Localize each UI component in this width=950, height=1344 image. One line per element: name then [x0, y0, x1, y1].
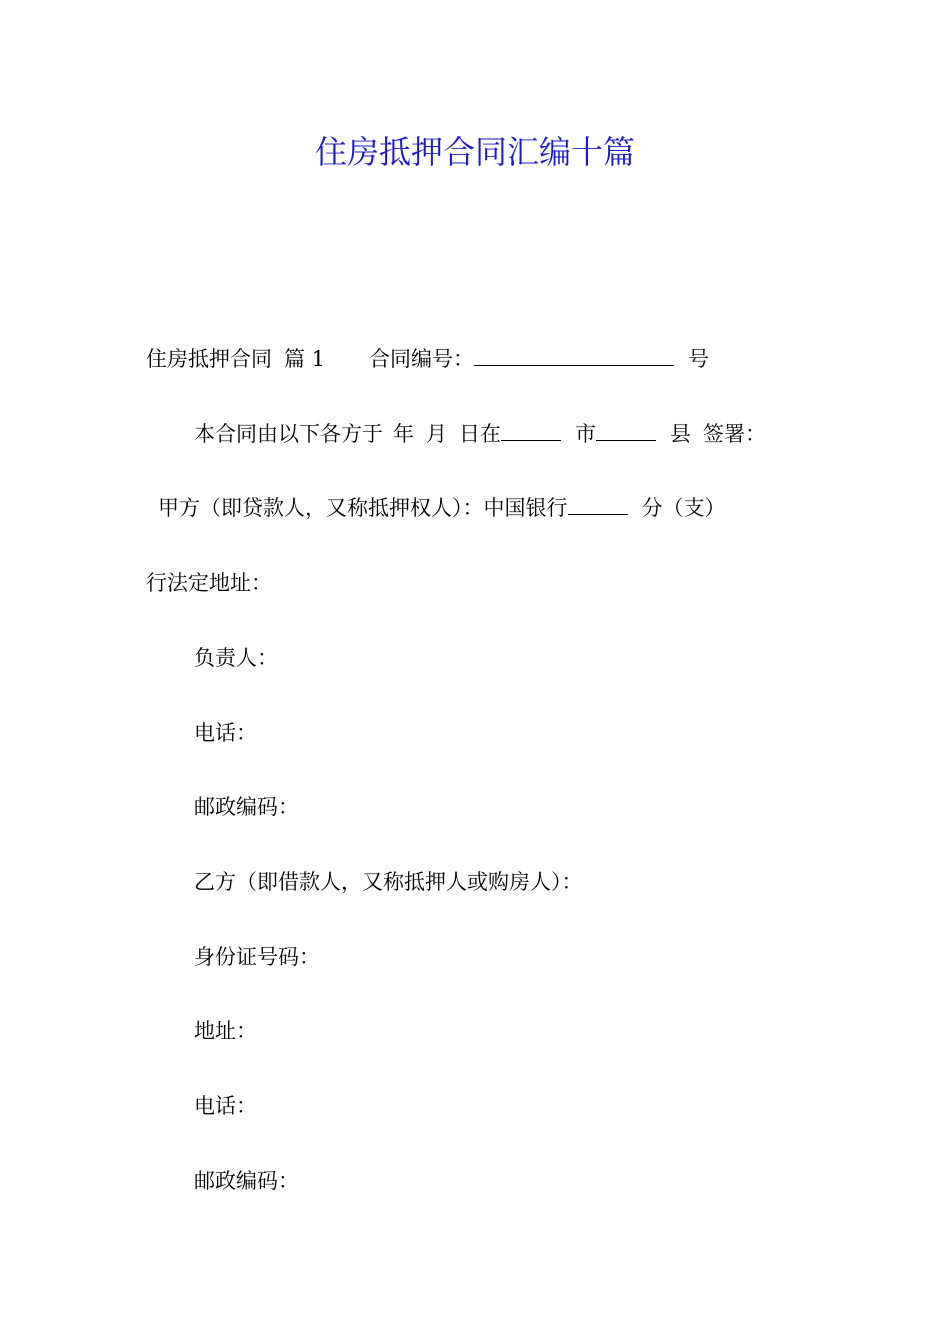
party-a-suffix: 分（支） — [641, 496, 726, 520]
branch-blank — [568, 496, 628, 515]
party-b-line: 乙方（即借款人，又称抵押人或购房人）： — [194, 870, 583, 894]
document-title: 住房抵押合同汇编十篇 — [314, 133, 635, 171]
intro-year: 年 — [393, 422, 414, 446]
field-b-postcode: 邮政编码： — [194, 1169, 299, 1193]
party-a-address-line: 行法定地址： — [146, 571, 272, 595]
intro-city: 市 — [575, 422, 596, 446]
contract-number-label: 合同编号： — [369, 347, 475, 371]
party-a-line — [158, 493, 726, 523]
intro-day-at: 日在 — [459, 422, 501, 446]
county-blank — [596, 422, 656, 441]
field-b-phone: 电话： — [194, 1094, 257, 1118]
contract-number-blank — [474, 347, 674, 366]
intro-signed: 签署： — [703, 422, 766, 446]
city-blank — [501, 422, 561, 441]
field-b-id: 身份证号码： — [194, 945, 320, 969]
doc-label: 住房抵押合同 — [146, 347, 272, 371]
field-a-principal: 负责人： — [194, 646, 278, 670]
contract-number-suffix: 号 — [688, 347, 710, 371]
field-a-phone: 电话： — [194, 721, 257, 745]
field-b-address: 地址： — [194, 1019, 257, 1043]
section-label: 篇 1 — [284, 347, 326, 371]
contract-header-line — [146, 344, 709, 374]
intro-county: 县 — [670, 422, 691, 446]
field-a-postcode: 邮政编码： — [194, 795, 299, 819]
party-a-prefix: 甲方（即贷款人，又称抵押权人）：中国银行 — [158, 496, 568, 520]
intro-month: 月 — [426, 422, 447, 446]
intro-prefix: 本合同由以下各方于 — [194, 422, 383, 446]
intro-line — [194, 419, 766, 449]
